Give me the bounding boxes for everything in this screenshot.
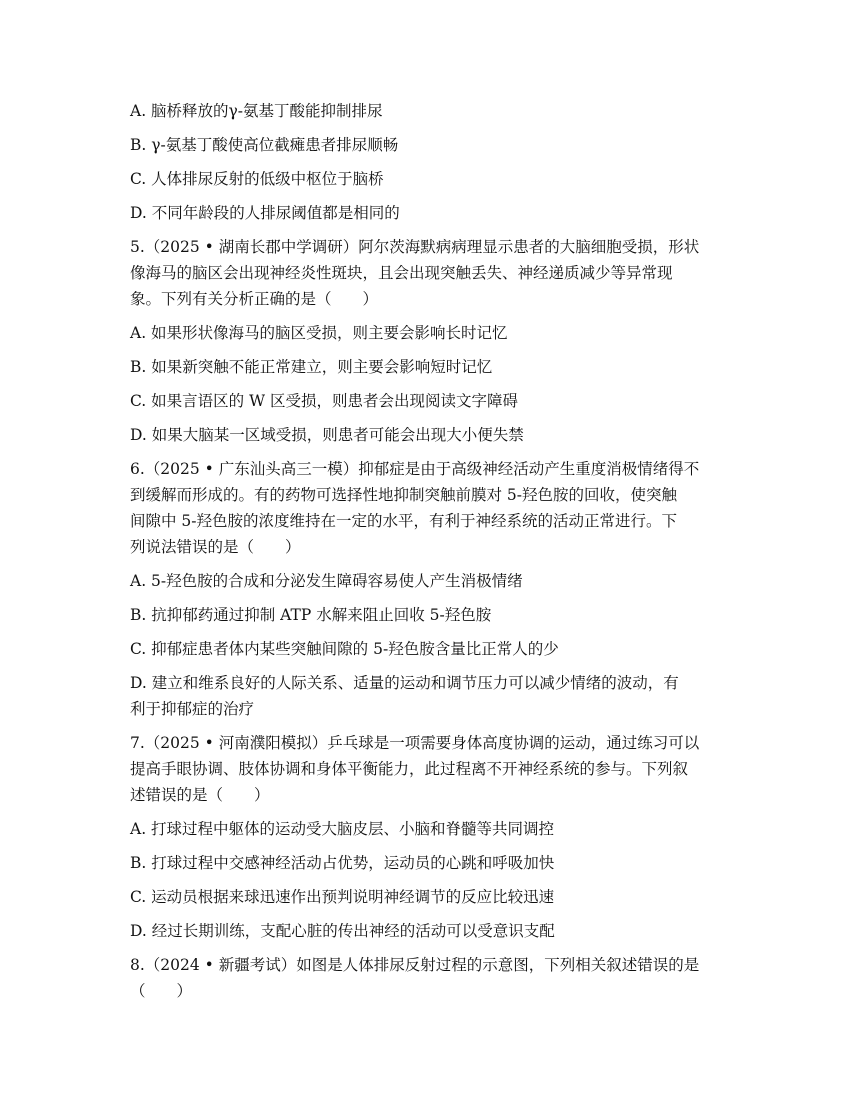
q7-stem-line: 述错误的是（ ） [130,786,270,804]
question-6 [130,456,738,722]
q5-option-c: C. 如果言语区的 W 区受损，则患者会出现阅读文字障碍 [130,392,518,410]
q4-options [130,98,738,226]
q6-stem-line: 到缓解而形成的。有的药物可选择性地抑制突触前膜对 5-羟色胺的回收，使突触 [130,486,678,504]
q4-option-c: C. 人体排尿反射的低级中枢位于脑桥 [130,170,384,188]
q7-option-d: D. 经过长期训练，支配心脏的传出神经的活动可以受意识支配 [130,922,555,940]
q8-stem-line: 8.（2024 • 新疆考试）如图是人体排尿反射过程的示意图，下列相关叙述错误的是 [130,956,700,974]
q6-option-c: C. 抑郁症患者体内某些突触间隙的 5-羟色胺含量比正常人的少 [130,640,559,658]
q8-stem-line: （ ） [130,982,193,1000]
q6-option-a: A. 5-羟色胺的合成和分泌发生障碍容易使人产生消极情绪 [130,572,523,590]
q5-stem-line: 像海马的脑区会出现神经炎性斑块，且会出现突触丢失、神经递质减少等异常现 [130,264,673,282]
q5-stem-line: 象。下列有关分析正确的是（ ） [130,290,379,308]
question-7 [130,730,738,944]
q6-stem-line: 6.（2025 • 广东汕头高三一模）抑郁症是由于高级神经活动产生重度消极情绪得不 [130,460,700,478]
q7-stem-line: 7.（2025 • 河南濮阳模拟）乒乓球是一项需要身体高度协调的运动，通过练习可以 [130,734,700,752]
q5-stem [130,234,738,312]
question-8 [130,952,738,1004]
q7-stem-line: 提高手眼协调、肢体协调和身体平衡能力，此过程离不开神经系统的参与。下列叙 [130,760,689,778]
q6-option-d-line: D. 建立和维系良好的人际关系、适量的运动和调节压力可以减少情绪的波动，有 [130,674,679,692]
question-content [130,98,738,1012]
q6-option-d [130,670,738,722]
q7-stem [130,730,738,808]
q5-stem-line: 5.（2025 • 湖南长郡中学调研）阿尔茨海默病病理显示患者的大脑细胞受损，形状 [130,238,700,256]
q7-option-a: A. 打球过程中躯体的运动受大脑皮层、小脑和脊髓等共同调控 [130,820,555,838]
q6-option-b: B. 抗抑郁药通过抑制 ATP 水解来阻止回收 5-羟色胺 [130,606,492,624]
q6-stem-line: 列说法错误的是（ ） [130,538,301,556]
q8-stem [130,952,738,1004]
q7-option-b: B. 打球过程中交感神经活动占优势，运动员的心跳和呼吸加快 [130,854,555,872]
q5-option-d: D. 如果大脑某一区域受损，则患者可能会出现大小便失禁 [130,426,524,444]
q4-option-b: B. γ-氨基丁酸使高位截瘫患者排尿顺畅 [130,136,399,154]
q6-stem [130,456,738,560]
q6-stem-line: 间隙中 5-羟色胺的浓度维持在一定的水平，有利于神经系统的活动正常进行。下 [130,512,678,530]
q5-option-b: B. 如果新突触不能正常建立，则主要会影响短时记忆 [130,358,493,376]
q6-option-d-line: 利于抑郁症的治疗 [130,700,255,718]
question-5 [130,234,738,448]
q4-option-a: A. 脑桥释放的γ-氨基丁酸能抑制排尿 [130,102,383,120]
q5-option-a: A. 如果形状像海马的脑区受损，则主要会影响长时记忆 [130,324,508,342]
q4-option-d: D. 不同年龄段的人排尿阈值都是相同的 [130,204,400,222]
q7-option-c: C. 运动员根据来球迅速作出预判说明神经调节的反应比较迅速 [130,888,555,906]
